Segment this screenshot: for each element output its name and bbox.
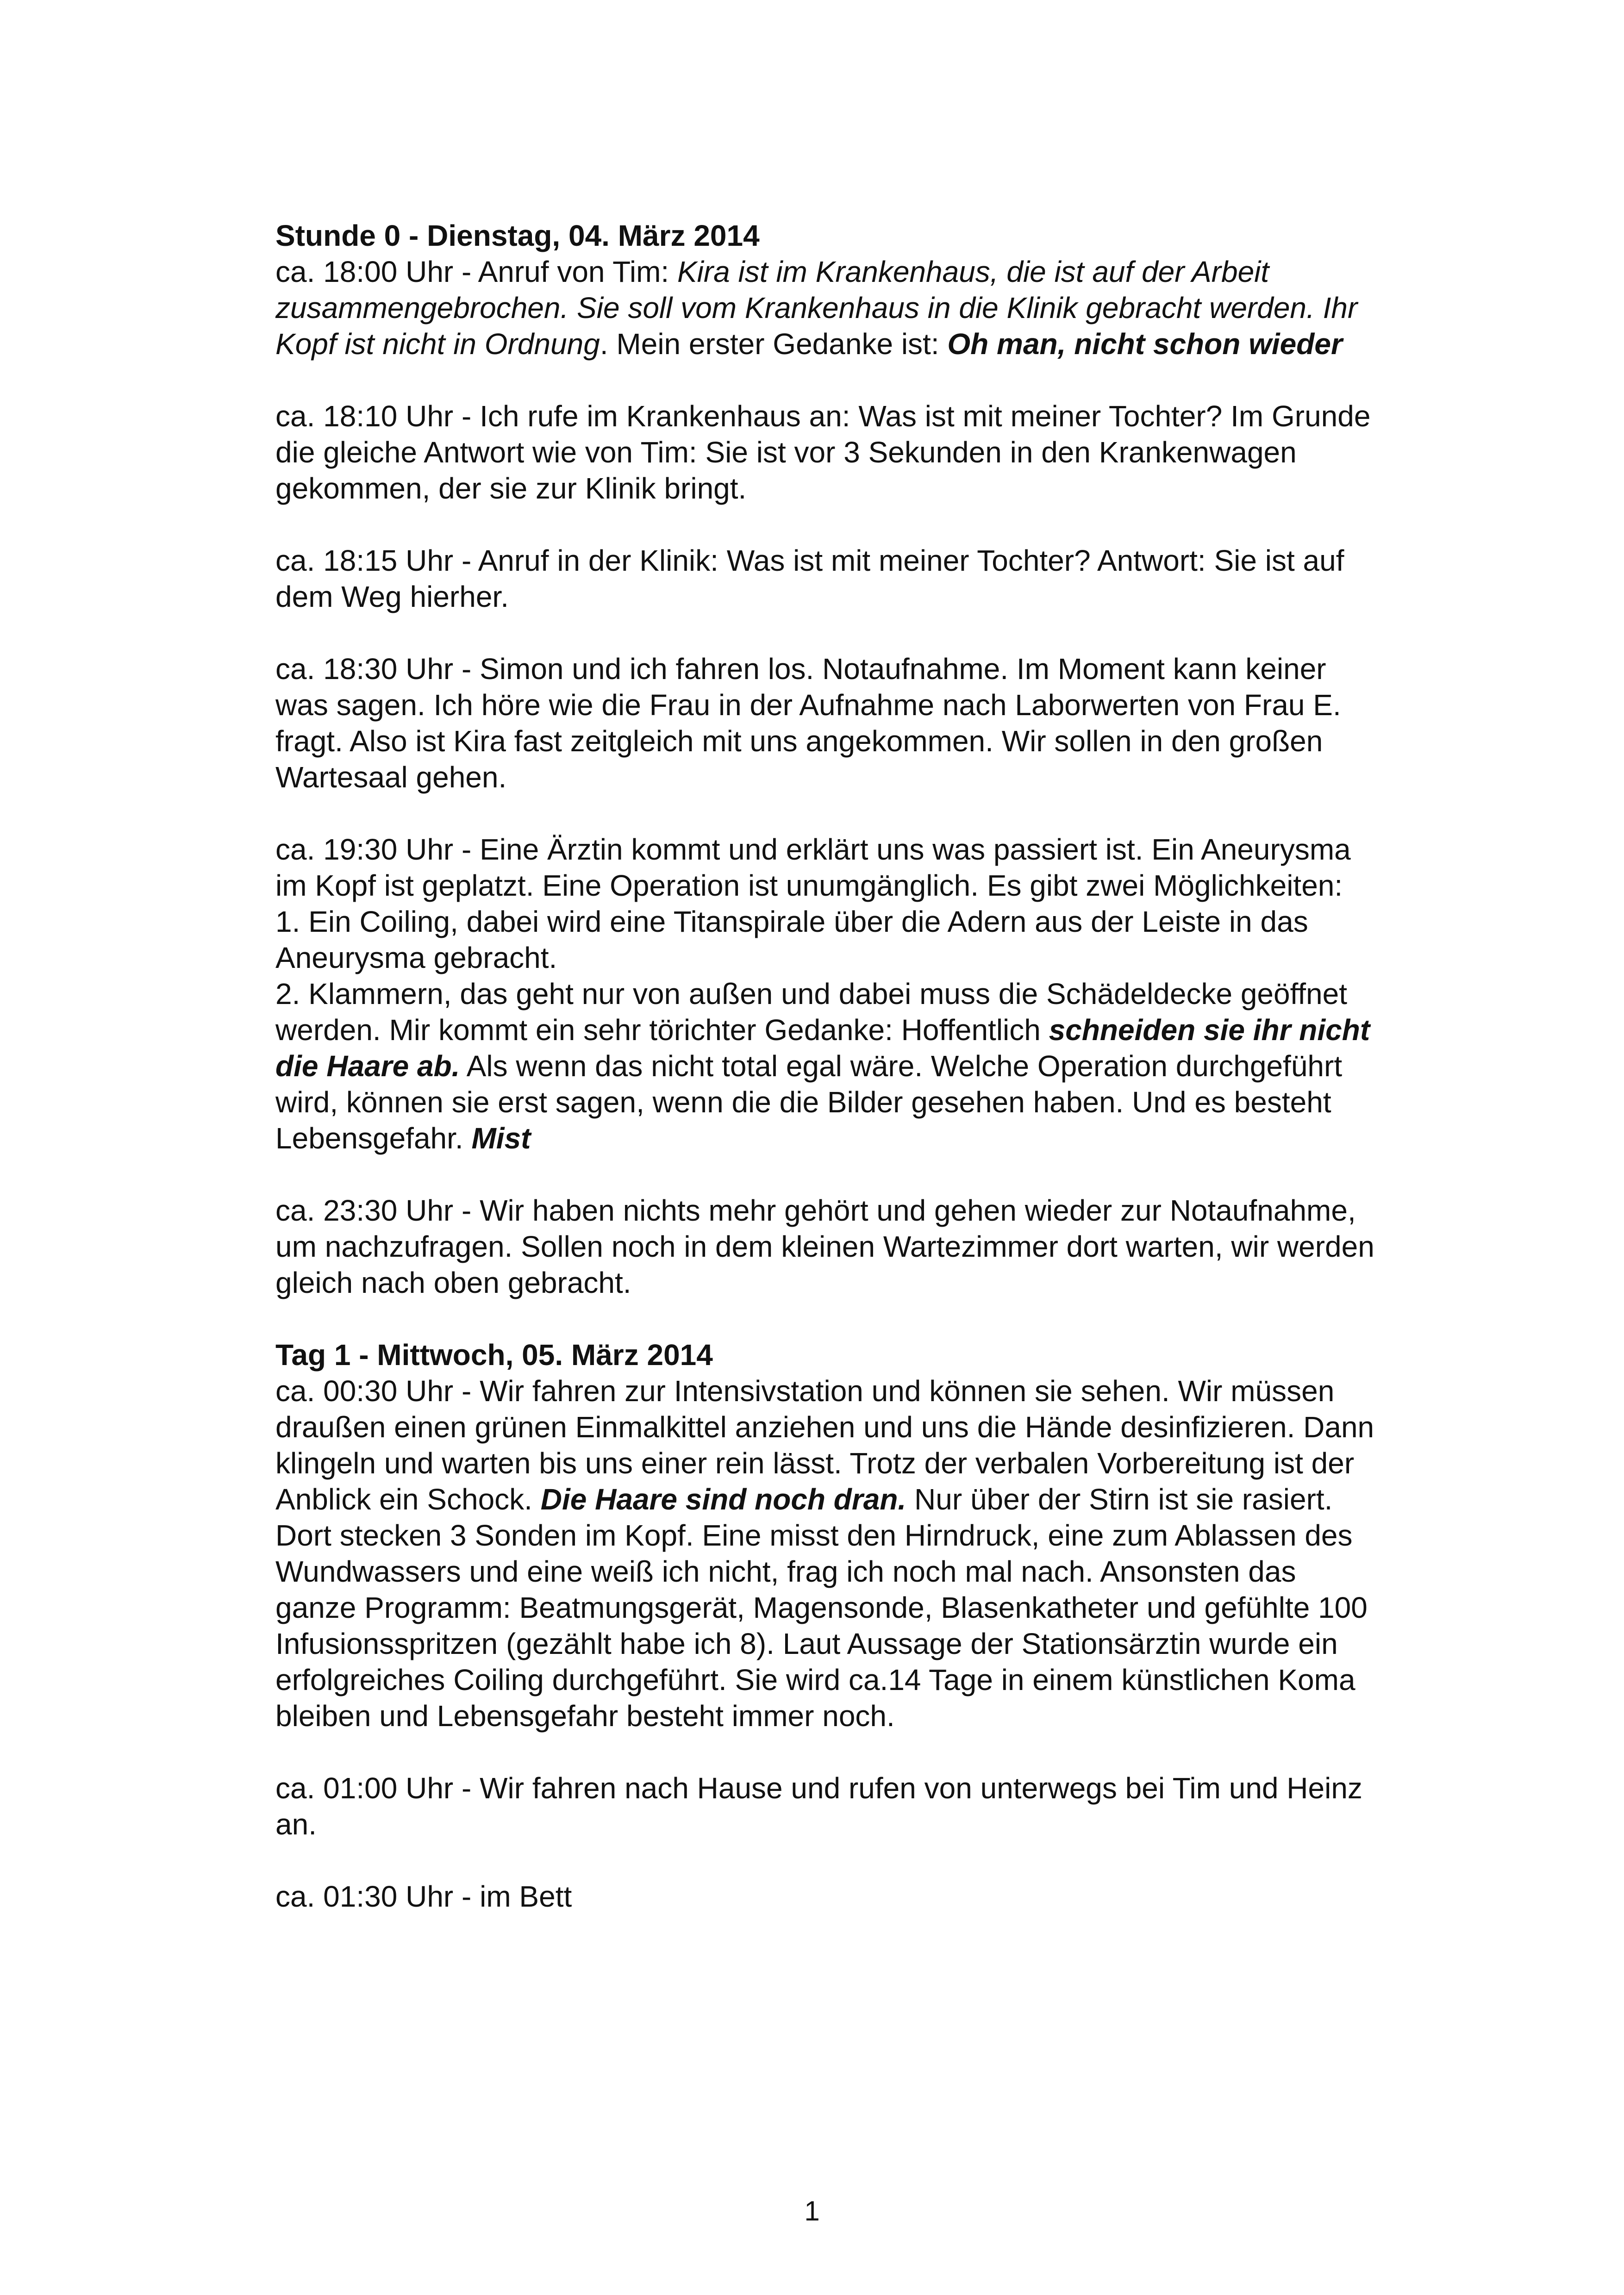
emphasized-text: Oh man, nicht schon wieder [947,327,1343,361]
diary-entry [275,1770,1377,1842]
text-run: ca. 00:30 Uhr - Wir fahren zur Intensivstation und können sie sehen. Wir müssen draußen einen grünen Einmalkittel anziehen und uns die Hände desinfizieren. Dann klingeln und warten bis uns einer rein lässt. Trotz der verbalen Vorbereitung ist der Anblick ein Schock. [275,1374,1374,1516]
entry-paragraph [275,976,1377,1156]
entry-paragraph [275,904,1377,976]
entry-paragraph [275,1770,1377,1842]
diary-entry [275,1192,1377,1301]
entry-paragraph [275,1373,1377,1734]
entry-paragraph [275,1878,1377,1915]
text-run: ca. 18:10 Uhr - Ich rufe im Krankenhaus an: Was ist mit meiner Tochter? Im Grunde die gleiche Antwort wie von Tim: Sie ist vor 3 Sekunden in den Krankenwagen gekommen, der sie zur Klinik bringt. [275,399,1371,505]
quoted-text: Kira ist im Krankenhaus, die ist auf der Arbeit zusammengebrochen. Sie soll vom Krankenhaus in die Klinik gebracht werden. Ihr Kopf ist nicht in Ordnung [275,255,1358,361]
entry-paragraph [275,651,1377,795]
section-heading: Tag 1 - Mittwoch, 05. März 2014 [275,1338,713,1372]
diary-entry [275,543,1377,615]
text-run: ca. 18:30 Uhr - Simon und ich fahren los. Notaufnahme. Im Moment kann keiner was sagen. Ich höre wie die Frau in der Aufnahme nach Laborwerten von Frau E. fragt. Also ist Kira fast zeitgleich mit uns angekommen. Wir sollen in den großen Wartesaal gehen. [275,652,1341,794]
entry-paragraph [275,831,1377,904]
diary-entry [275,1878,1377,1915]
entry-paragraph [275,398,1377,506]
entry-paragraph [275,1192,1377,1301]
text-run: ca. 18:00 Uhr - Anruf von Tim: [275,255,677,288]
section-heading: Stunde 0 - Dienstag, 04. März 2014 [275,219,760,252]
emphasized-text: Mist [471,1122,531,1155]
text-run: . Mein erster Gedanke ist: [600,327,948,361]
emphasized-text: schneiden sie ihr nicht die Haare ab. [275,1013,1370,1083]
entry-paragraph [275,543,1377,615]
text-run: Nur über der Stirn ist sie rasiert. Dort stecken 3 Sonden im Kopf. Eine misst den Hirndruck, eine zum Ablassen des Wundwassers und eine weiß ich nicht, frag ich noch mal nach. Ansonsten das ganze Programm: Beatmungsgerät, Magensonde, Blasenkatheter und gefühlte 100 Infusionsspritzen (gezählt habe ich 8). Laut Aussage der Stationsärztin wurde ein erfolgreiches Coiling durchgeführt. Sie wird ca.14 Tage in einem künstlichen Koma bleiben und Lebensgefahr besteht immer noch. [275,1483,1368,1733]
text-run: Als wenn das nicht total egal wäre. Welche Operation durchgeführt wird, können sie erst sagen, wenn die die Bilder gesehen haben. Und es besteht Lebensgefahr. [275,1049,1343,1155]
emphasized-text: Die Haare sind noch dran. [540,1483,906,1516]
text-run: ca. 19:30 Uhr - Eine Ärztin kommt und erklärt uns was passiert ist. Ein Aneurysma im Kopf ist geplatzt. Eine Operation ist unumgänglich. Es gibt zwei Möglichkeiten: [275,833,1351,902]
entry-paragraph [275,254,1377,362]
text-run: ca. 18:15 Uhr - Anruf in der Klinik: Was ist mit meiner Tochter? Antwort: Sie ist auf dem Weg hierher. [275,544,1344,613]
diary-entry [275,651,1377,795]
text-run: ca. 01:30 Uhr - im Bett [275,1880,572,1913]
page-number: 1 [804,2195,820,2226]
text-run: ca. 23:30 Uhr - Wir haben nichts mehr gehört und gehen wieder zur Notaufnahme, um nachzufragen. Sollen noch in dem kleinen Wartezimmer dort warten, wir werden gleich nach oben gebracht. [275,1194,1374,1299]
text-run: 1. Ein Coiling, dabei wird eine Titanspirale über die Adern aus der Leiste in das Aneurysma gebracht. [275,905,1308,974]
text-run: 2. Klammern, das geht nur von außen und dabei muss die Schädeldecke geöffnet werden. Mir kommt ein sehr törichter Gedanke: Hoffentlich [275,977,1347,1047]
diary-entry [275,398,1377,506]
text-run: ca. 01:00 Uhr - Wir fahren nach Hause und rufen von unterwegs bei Tim und Heinz an. [275,1771,1362,1841]
diary-entry [275,1373,1377,1734]
diary-entry [275,254,1377,362]
document-body [275,218,1377,1951]
diary-entry [275,831,1377,1156]
